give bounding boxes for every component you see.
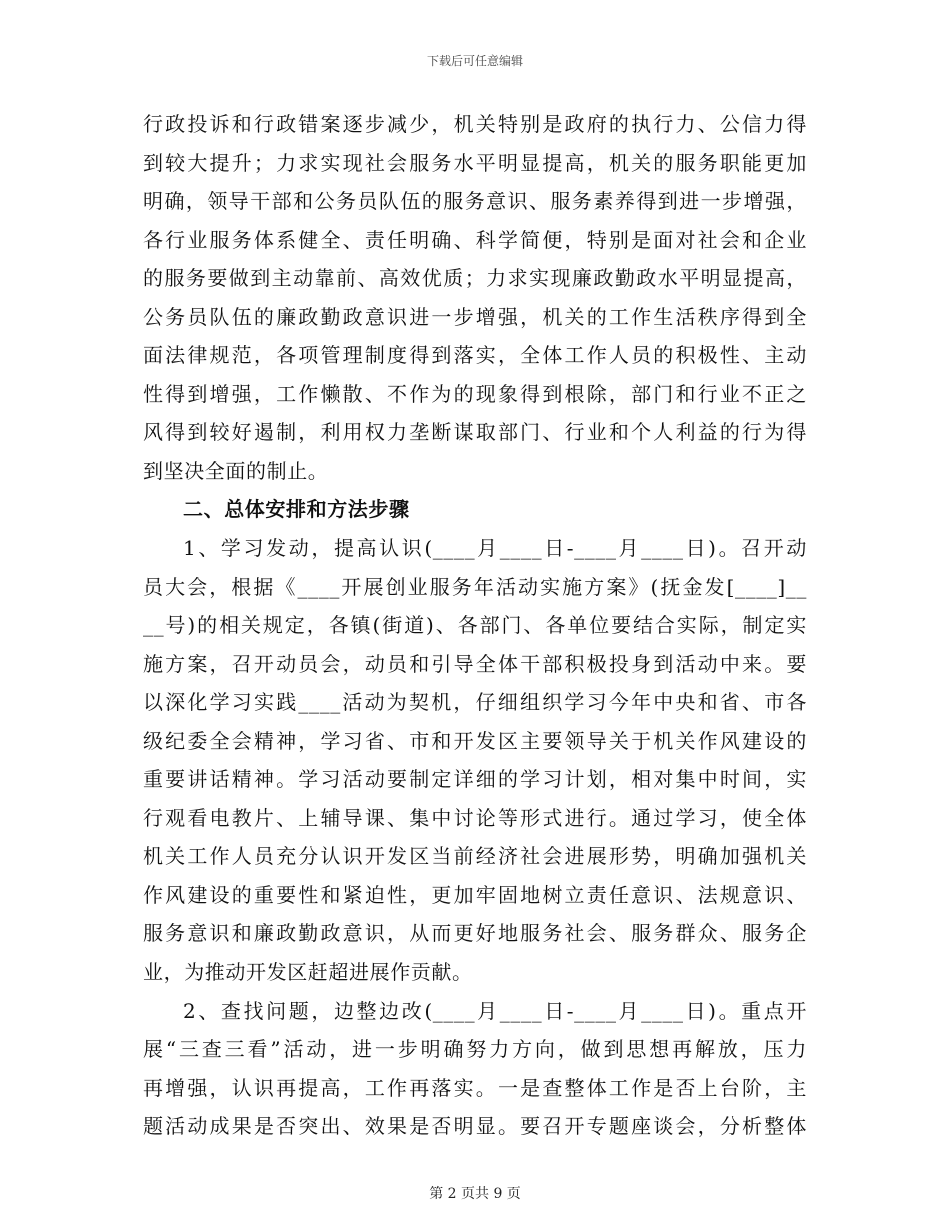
text-line: 机关工作人员充分认识开发区当前经济社会进展形势，明确加强机关 [143, 844, 807, 869]
text-line: 题活动成果是否突出、效果是否明显。要召开专题座谈会，分析整体 [143, 1114, 807, 1139]
text-line: 作风建设的重要性和紧迫性，更加牢固地树立责任意识、法规意识、 [143, 882, 807, 907]
text-line: 性得到增强，工作懒散、不作为的现象得到根除，部门和行业不正之 [143, 381, 807, 406]
page-header: 下载后可任意编辑 [426, 54, 523, 68]
text-line: 行政投诉和行政错案逐步减少，机关特别是政府的执行力、公信力得 [143, 112, 807, 136]
text-line: 1、学习发动，提高认识(____月____日-____月____日)。召开动 [183, 536, 807, 561]
text-line: 施方案，召开动员会，动员和引导全体干部积极投身到活动中来。要 [143, 651, 807, 676]
text-line: 行观看电教片、上辅导课、集中讨论等形式进行。通过学习，使全体 [143, 805, 807, 830]
document-body [143, 105, 807, 1146]
text-line: 风得到较好遏制，利用权力垄断谋取部门、行业和个人利益的行为得 [143, 420, 807, 445]
text-line: 员大会，根据《____开展创业服务年活动实施方案》(抚金发[____]__ [143, 574, 807, 599]
text-line: 的服务要做到主动靠前、高效优质；力求实现廉政勤政水平明显提高， [143, 266, 807, 291]
text-line: 到坚决全面的制止。 [143, 458, 329, 483]
text-line: 2、查找问题，边整边改(____月____日-____月____日)。重点开 [183, 998, 807, 1023]
text-line: 各行业服务体系健全、责任明确、科学简便，特别是面对社会和企业 [143, 227, 807, 252]
text-line: 面法律规范，各项管理制度得到落实，全体工作人员的积极性、主动 [143, 343, 807, 368]
text-line: 级纪委全会精神，学习省、市和开发区主要领导关于机关作风建设的 [143, 728, 807, 753]
text-line: __号)的相关规定，各镇(街道)、各部门、各单位要结合实际，制定实 [143, 613, 807, 638]
text-line: 业，为推动开发区赶超进展作贡献。 [143, 960, 473, 985]
text-line: 展“三查三看”活动，进一步明确努力方向，做到思想再解放，压力 [143, 1037, 807, 1062]
section-heading: 二、总体安排和方法步骤 [183, 497, 410, 522]
text-line: 服务意识和廉政勤政意识，从而更好地服务社会、服务群众、服务企 [143, 921, 807, 946]
text-line: 公务员队伍的廉政勤政意识进一步增强，机关的工作生活秩序得到全 [143, 304, 807, 329]
text-line: 再增强，认识再提高，工作再落实。一是查整体工作是否上台阶，主 [143, 1075, 807, 1100]
text-line: 到较大提升；力求实现社会服务水平明显提高，机关的服务职能更加 [143, 150, 807, 175]
text-line: 重要讲话精神。学习活动要制定详细的学习计划，相对集中时间，实 [143, 767, 807, 792]
text-line: 明确，领导干部和公务员队伍的服务意识、服务素养得到进一步增强， [143, 189, 807, 214]
page-footer: 第 2 页共 9 页 [429, 1186, 521, 1202]
text-line: 以深化学习实践____活动为契机，仔细组织学习今年中央和省、市各 [143, 690, 807, 715]
